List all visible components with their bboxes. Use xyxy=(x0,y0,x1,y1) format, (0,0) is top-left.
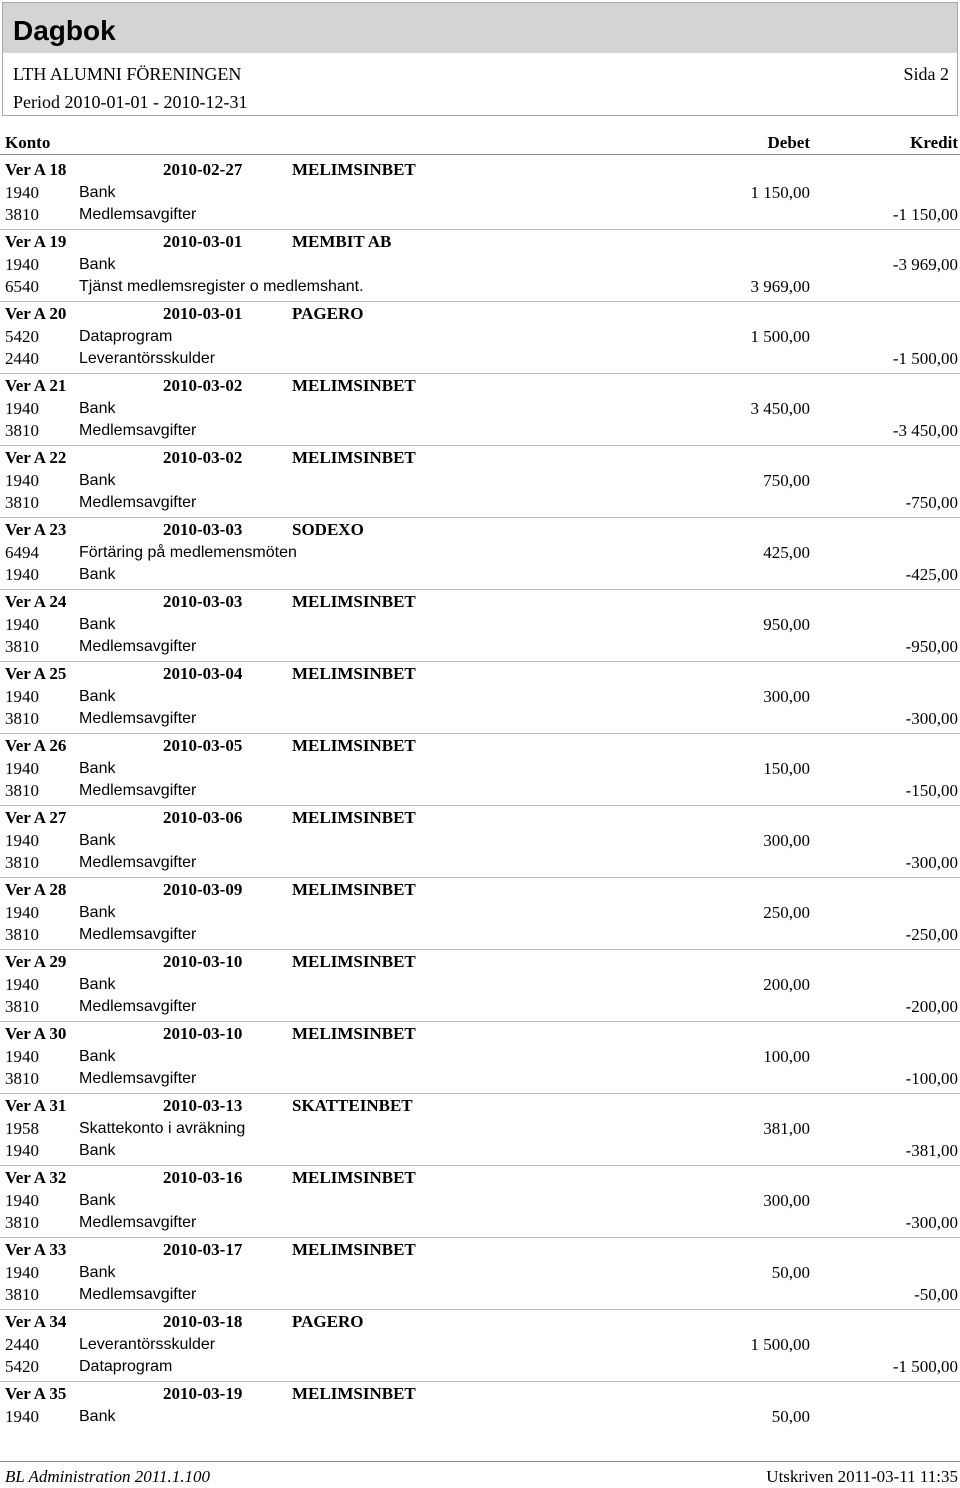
account-number: 1940 xyxy=(5,975,39,994)
account-number: 1940 xyxy=(5,687,39,706)
entry-header xyxy=(0,302,960,326)
column-header-konto: Konto xyxy=(5,133,51,152)
account-number: 3810 xyxy=(5,205,39,224)
voucher-date: 2010-03-01 xyxy=(163,232,243,251)
voucher-payee: MELIMSINBET xyxy=(292,592,416,611)
account-number: 3810 xyxy=(5,637,39,656)
account-name: Bank xyxy=(79,1048,116,1065)
entry-line xyxy=(0,1118,960,1140)
account-name: Medlemsavgifter xyxy=(79,854,197,871)
debit-amount: 100,00 xyxy=(763,1047,810,1066)
voucher-number: Ver A 29 xyxy=(5,952,67,971)
account-name: Medlemsavgifter xyxy=(79,926,197,943)
entry-line xyxy=(0,1046,960,1068)
credit-amount: -425,00 xyxy=(905,565,958,584)
account-number: 1940 xyxy=(5,399,39,418)
voucher-number: Ver A 23 xyxy=(5,520,67,539)
entry-line xyxy=(0,1212,960,1234)
account-number: 1940 xyxy=(5,183,39,202)
account-name: Dataprogram xyxy=(79,1358,173,1375)
entry-line xyxy=(0,636,960,658)
entry-line xyxy=(0,1284,960,1306)
debit-amount: 950,00 xyxy=(763,615,810,634)
journal-entry xyxy=(0,1094,960,1166)
account-name: Bank xyxy=(79,976,116,993)
column-header-kredit: Kredit xyxy=(910,133,958,152)
account-number: 3810 xyxy=(5,997,39,1016)
debit-amount: 3 450,00 xyxy=(750,399,810,418)
credit-amount: -3 450,00 xyxy=(892,421,958,440)
debit-amount: 250,00 xyxy=(763,903,810,922)
debit-amount: 3 969,00 xyxy=(750,277,810,296)
account-name: Medlemsavgifter xyxy=(79,1286,197,1303)
voucher-payee: SODEXO xyxy=(292,520,364,539)
voucher-number: Ver A 35 xyxy=(5,1384,67,1403)
voucher-date: 2010-03-05 xyxy=(163,736,243,755)
voucher-date: 2010-03-17 xyxy=(163,1240,243,1259)
entry-line xyxy=(0,182,960,204)
voucher-date: 2010-03-04 xyxy=(163,664,243,683)
page-number: Sida 2 xyxy=(903,64,949,84)
entry-line xyxy=(0,1190,960,1212)
account-name: Medlemsavgifter xyxy=(79,998,197,1015)
entry-header xyxy=(0,806,960,830)
voucher-number: Ver A 26 xyxy=(5,736,67,755)
credit-amount: -1 500,00 xyxy=(892,349,958,368)
entry-header xyxy=(0,518,960,542)
voucher-date: 2010-03-01 xyxy=(163,304,243,323)
account-name: Bank xyxy=(79,566,116,583)
journal-entry xyxy=(0,1022,960,1094)
entry-line xyxy=(0,420,960,442)
account-name: Medlemsavgifter xyxy=(79,494,197,511)
debit-amount: 1 500,00 xyxy=(750,1335,810,1354)
account-name: Förtäring på medlemensmöten xyxy=(79,544,297,561)
account-number: 3810 xyxy=(5,1213,39,1232)
voucher-payee: MELIMSINBET xyxy=(292,736,416,755)
credit-amount: -950,00 xyxy=(905,637,958,656)
journal-entry xyxy=(0,950,960,1022)
journal-entry xyxy=(0,1382,960,1454)
entry-line xyxy=(0,254,960,276)
account-name: Bank xyxy=(79,760,116,777)
credit-amount: -3 969,00 xyxy=(892,255,958,274)
journal-entry xyxy=(0,446,960,518)
voucher-number: Ver A 27 xyxy=(5,808,67,827)
debit-amount: 1 500,00 xyxy=(750,327,810,346)
voucher-date: 2010-03-18 xyxy=(163,1312,243,1331)
voucher-number: Ver A 21 xyxy=(5,376,67,395)
account-name: Bank xyxy=(79,832,116,849)
entry-header xyxy=(0,662,960,686)
journal-entry xyxy=(0,302,960,374)
voucher-number: Ver A 24 xyxy=(5,592,67,611)
account-number: 1940 xyxy=(5,615,39,634)
entry-line xyxy=(0,974,960,996)
account-number: 2440 xyxy=(5,1335,39,1354)
credit-amount: -300,00 xyxy=(905,709,958,728)
voucher-payee: MELIMSINBET xyxy=(292,376,416,395)
account-number: 6494 xyxy=(5,543,39,562)
voucher-number: Ver A 34 xyxy=(5,1312,67,1331)
journal-entry xyxy=(0,734,960,806)
voucher-date: 2010-03-06 xyxy=(163,808,243,827)
credit-amount: -150,00 xyxy=(905,781,958,800)
journal-entries xyxy=(0,158,960,1454)
account-name: Bank xyxy=(79,256,116,273)
voucher-date: 2010-03-09 xyxy=(163,880,243,899)
account-name: Leverantörsskulder xyxy=(79,1336,216,1353)
voucher-number: Ver A 30 xyxy=(5,1024,67,1043)
account-number: 1940 xyxy=(5,1141,39,1160)
entry-line xyxy=(0,398,960,420)
journal-entry xyxy=(0,878,960,950)
report-period: Period 2010-01-01 - 2010-12-31 xyxy=(13,92,248,112)
account-number: 1940 xyxy=(5,1263,39,1282)
debit-amount: 300,00 xyxy=(763,831,810,850)
debit-amount: 50,00 xyxy=(771,1263,810,1282)
voucher-number: Ver A 20 xyxy=(5,304,67,323)
account-number: 1940 xyxy=(5,759,39,778)
account-name: Bank xyxy=(79,472,116,489)
entry-header xyxy=(0,878,960,902)
voucher-date: 2010-03-03 xyxy=(163,520,243,539)
account-number: 3810 xyxy=(5,781,39,800)
voucher-date: 2010-03-19 xyxy=(163,1384,243,1403)
voucher-payee: MELIMSINBET xyxy=(292,160,416,179)
entry-header xyxy=(0,590,960,614)
entry-line xyxy=(0,1356,960,1378)
debit-amount: 425,00 xyxy=(763,543,810,562)
footer-software: BL Administration 2011.1.100 xyxy=(5,1467,210,1486)
journal-entry xyxy=(0,158,960,230)
account-name: Medlemsavgifter xyxy=(79,1070,197,1087)
account-name: Bank xyxy=(79,400,116,417)
voucher-payee: PAGERO xyxy=(292,304,364,323)
voucher-date: 2010-03-16 xyxy=(163,1168,243,1187)
voucher-date: 2010-02-27 xyxy=(163,160,243,179)
account-name: Bank xyxy=(79,1142,116,1159)
account-name: Medlemsavgifter xyxy=(79,206,197,223)
voucher-payee: MELIMSINBET xyxy=(292,1168,416,1187)
organization-name: LTH ALUMNI FÖRENINGEN xyxy=(13,64,242,84)
debit-amount: 150,00 xyxy=(763,759,810,778)
journal-entry xyxy=(0,1238,960,1310)
entry-line xyxy=(0,830,960,852)
account-number: 3810 xyxy=(5,1285,39,1304)
column-header-debet: Debet xyxy=(767,133,810,152)
account-name: Dataprogram xyxy=(79,328,173,345)
entry-line xyxy=(0,1406,960,1428)
entry-header xyxy=(0,374,960,398)
entry-header xyxy=(0,446,960,470)
credit-amount: -750,00 xyxy=(905,493,958,512)
journal-entry xyxy=(0,662,960,734)
account-name: Medlemsavgifter xyxy=(79,422,197,439)
debit-amount: 200,00 xyxy=(763,975,810,994)
account-number: 2440 xyxy=(5,349,39,368)
debit-amount: 50,00 xyxy=(771,1407,810,1426)
entry-line xyxy=(0,204,960,226)
journal-entry xyxy=(0,374,960,446)
voucher-payee: MELIMSINBET xyxy=(292,1384,416,1403)
account-number: 1940 xyxy=(5,1407,39,1426)
report-header xyxy=(2,2,958,116)
account-name: Bank xyxy=(79,184,116,201)
account-name: Bank xyxy=(79,688,116,705)
voucher-payee: MELIMSINBET xyxy=(292,1024,416,1043)
entry-line xyxy=(0,1068,960,1090)
account-number: 1940 xyxy=(5,255,39,274)
debit-amount: 300,00 xyxy=(763,1191,810,1210)
voucher-number: Ver A 25 xyxy=(5,664,67,683)
account-number: 3810 xyxy=(5,853,39,872)
account-name: Leverantörsskulder xyxy=(79,350,216,367)
journal-entry xyxy=(0,1166,960,1238)
entry-header xyxy=(0,1022,960,1046)
account-name: Bank xyxy=(79,1192,116,1209)
account-number: 1958 xyxy=(5,1119,39,1138)
account-name: Medlemsavgifter xyxy=(79,782,197,799)
voucher-number: Ver A 33 xyxy=(5,1240,67,1259)
page-title: Dagbok xyxy=(13,15,116,46)
account-number: 3810 xyxy=(5,925,39,944)
account-name: Skattekonto i avräkning xyxy=(79,1120,246,1137)
account-name: Bank xyxy=(79,1264,116,1281)
entry-line xyxy=(0,542,960,564)
voucher-payee: SKATTEINBET xyxy=(292,1096,413,1115)
account-name: Medlemsavgifter xyxy=(79,710,197,727)
voucher-payee: MEMBIT AB xyxy=(292,232,392,251)
credit-amount: -50,00 xyxy=(914,1285,958,1304)
journal-entry xyxy=(0,518,960,590)
debit-amount: 750,00 xyxy=(763,471,810,490)
voucher-number: Ver A 19 xyxy=(5,232,67,251)
entry-line xyxy=(0,686,960,708)
entry-line xyxy=(0,902,960,924)
voucher-date: 2010-03-03 xyxy=(163,592,243,611)
account-number: 3810 xyxy=(5,421,39,440)
journal-entry xyxy=(0,806,960,878)
credit-amount: -250,00 xyxy=(905,925,958,944)
account-number: 3810 xyxy=(5,493,39,512)
voucher-payee: MELIMSINBET xyxy=(292,448,416,467)
entry-line xyxy=(0,996,960,1018)
entry-header xyxy=(0,1238,960,1262)
entry-line xyxy=(0,780,960,802)
footer-divider xyxy=(0,1461,960,1462)
footer-printed-date: Utskriven 2011-03-11 11:35 xyxy=(766,1467,958,1486)
voucher-number: Ver A 22 xyxy=(5,448,67,467)
entry-line xyxy=(0,1262,960,1284)
credit-amount: -1 500,00 xyxy=(892,1357,958,1376)
voucher-date: 2010-03-02 xyxy=(163,376,243,395)
credit-amount: -100,00 xyxy=(905,1069,958,1088)
entry-header xyxy=(0,158,960,182)
voucher-number: Ver A 32 xyxy=(5,1168,67,1187)
credit-amount: -200,00 xyxy=(905,997,958,1016)
account-number: 6540 xyxy=(5,277,39,296)
entry-line xyxy=(0,852,960,874)
voucher-payee: MELIMSINBET xyxy=(292,808,416,827)
credit-amount: -1 150,00 xyxy=(892,205,958,224)
voucher-date: 2010-03-10 xyxy=(163,1024,243,1043)
entry-line xyxy=(0,924,960,946)
account-name: Medlemsavgifter xyxy=(79,1214,197,1231)
account-number: 1940 xyxy=(5,1191,39,1210)
entry-line xyxy=(0,470,960,492)
account-number: 1940 xyxy=(5,565,39,584)
entry-line xyxy=(0,492,960,514)
account-name: Bank xyxy=(79,1408,116,1425)
account-number: 1940 xyxy=(5,471,39,490)
entry-header xyxy=(0,230,960,254)
entry-header xyxy=(0,1166,960,1190)
entry-header xyxy=(0,950,960,974)
account-name: Bank xyxy=(79,904,116,921)
entry-line xyxy=(0,708,960,730)
debit-amount: 381,00 xyxy=(763,1119,810,1138)
voucher-number: Ver A 28 xyxy=(5,880,67,899)
entry-header xyxy=(0,1382,960,1406)
account-number: 1940 xyxy=(5,903,39,922)
credit-amount: -300,00 xyxy=(905,853,958,872)
voucher-date: 2010-03-02 xyxy=(163,448,243,467)
entry-line xyxy=(0,326,960,348)
voucher-payee: MELIMSINBET xyxy=(292,664,416,683)
entry-line xyxy=(0,758,960,780)
voucher-payee: MELIMSINBET xyxy=(292,880,416,899)
account-name: Tjänst medlemsregister o medlemshant. xyxy=(79,278,364,295)
title-band xyxy=(3,3,957,53)
entry-line xyxy=(0,1140,960,1162)
entry-line xyxy=(0,1334,960,1356)
account-number: 5420 xyxy=(5,327,39,346)
account-name: Bank xyxy=(79,616,116,633)
journal-entry xyxy=(0,230,960,302)
journal-entry xyxy=(0,1310,960,1382)
account-number: 3810 xyxy=(5,709,39,728)
entry-line xyxy=(0,348,960,370)
journal-entry xyxy=(0,590,960,662)
entry-header xyxy=(0,1094,960,1118)
credit-amount: -381,00 xyxy=(905,1141,958,1160)
entry-line xyxy=(0,276,960,298)
voucher-date: 2010-03-13 xyxy=(163,1096,243,1115)
voucher-number: Ver A 31 xyxy=(5,1096,67,1115)
account-number: 5420 xyxy=(5,1357,39,1376)
column-header-row xyxy=(0,133,960,153)
header-divider xyxy=(0,154,960,155)
account-name: Medlemsavgifter xyxy=(79,638,197,655)
voucher-date: 2010-03-10 xyxy=(163,952,243,971)
entry-line xyxy=(0,614,960,636)
debit-amount: 1 150,00 xyxy=(750,183,810,202)
voucher-payee: MELIMSINBET xyxy=(292,952,416,971)
entry-header xyxy=(0,734,960,758)
credit-amount: -300,00 xyxy=(905,1213,958,1232)
debit-amount: 300,00 xyxy=(763,687,810,706)
account-number: 3810 xyxy=(5,1069,39,1088)
voucher-payee: PAGERO xyxy=(292,1312,364,1331)
entry-header xyxy=(0,1310,960,1334)
entry-line xyxy=(0,564,960,586)
account-number: 1940 xyxy=(5,831,39,850)
voucher-payee: MELIMSINBET xyxy=(292,1240,416,1259)
voucher-number: Ver A 18 xyxy=(5,160,67,179)
account-number: 1940 xyxy=(5,1047,39,1066)
